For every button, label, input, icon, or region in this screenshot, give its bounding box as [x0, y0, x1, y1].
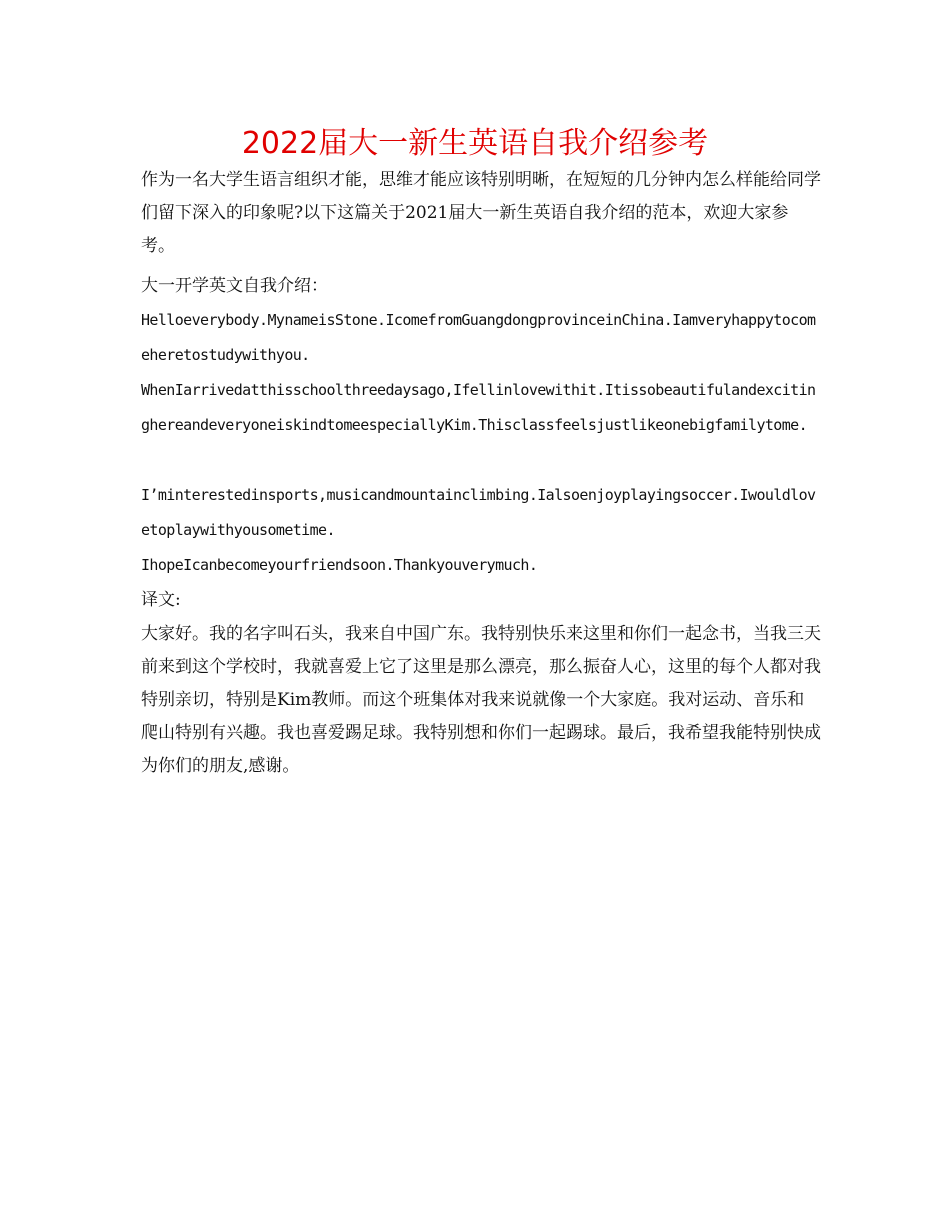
english-paragraph-3: I’minterestedinsports,musicandmountainclimbing.Ialsoenjoyplayingsoccer.Iwouldlovetoplaywithyousometime.	[141, 486, 816, 539]
translation-heading: 译文:	[141, 590, 181, 610]
english-paragraph-4: IhopeIcanbecomeyourfriendsoon.Thankyouverymuch.	[141, 556, 538, 574]
english-paragraph-1: Helloeverybody.MynameisStone.IcomefromGuangdongprovinceinChina.Iamveryhappytocomeheretostudywithyou.	[141, 311, 816, 364]
section-heading: 大一开学英文自我介绍：	[141, 276, 328, 296]
document-title: 2022届大一新生英语自我介绍参考	[241, 126, 709, 161]
translation-paragraph: 大家好。我的名字叫石头，我来自中国广东。我特别快乐来这里和你们一起念书，当我三天前来到这个学校时，我就喜爱上它了这里是那么漂亮，那么振奋人心，这里的每个人都对我特别亲切，特别是Kim教师。而这个班集体对我来说就像一个大家庭。我对运动、音乐和爬山特别有兴趣。我也喜爱踢足球。我特别想和你们一起踢球。最后，我希望我能特别快成为你们的朋友,感谢。	[141, 624, 821, 776]
intro-paragraph: 作为一名大学生语言组织才能，思维才能应该特别明晰，在短短的几分钟内怎么样能给同学们留下深入的印象呢?以下这篇关于2021届大一新生英语自我介绍的范本，欢迎大家参考。	[141, 170, 821, 256]
english-paragraph-2: WhenIarrivedatthisschoolthreedaysago,Ifellinlovewithit.ItissobeautifulandexcitinghereandeveryoneiskindtomeespeciallyKim.Thisclassfeelsjustlikeonebigfamilytome.	[141, 381, 816, 434]
